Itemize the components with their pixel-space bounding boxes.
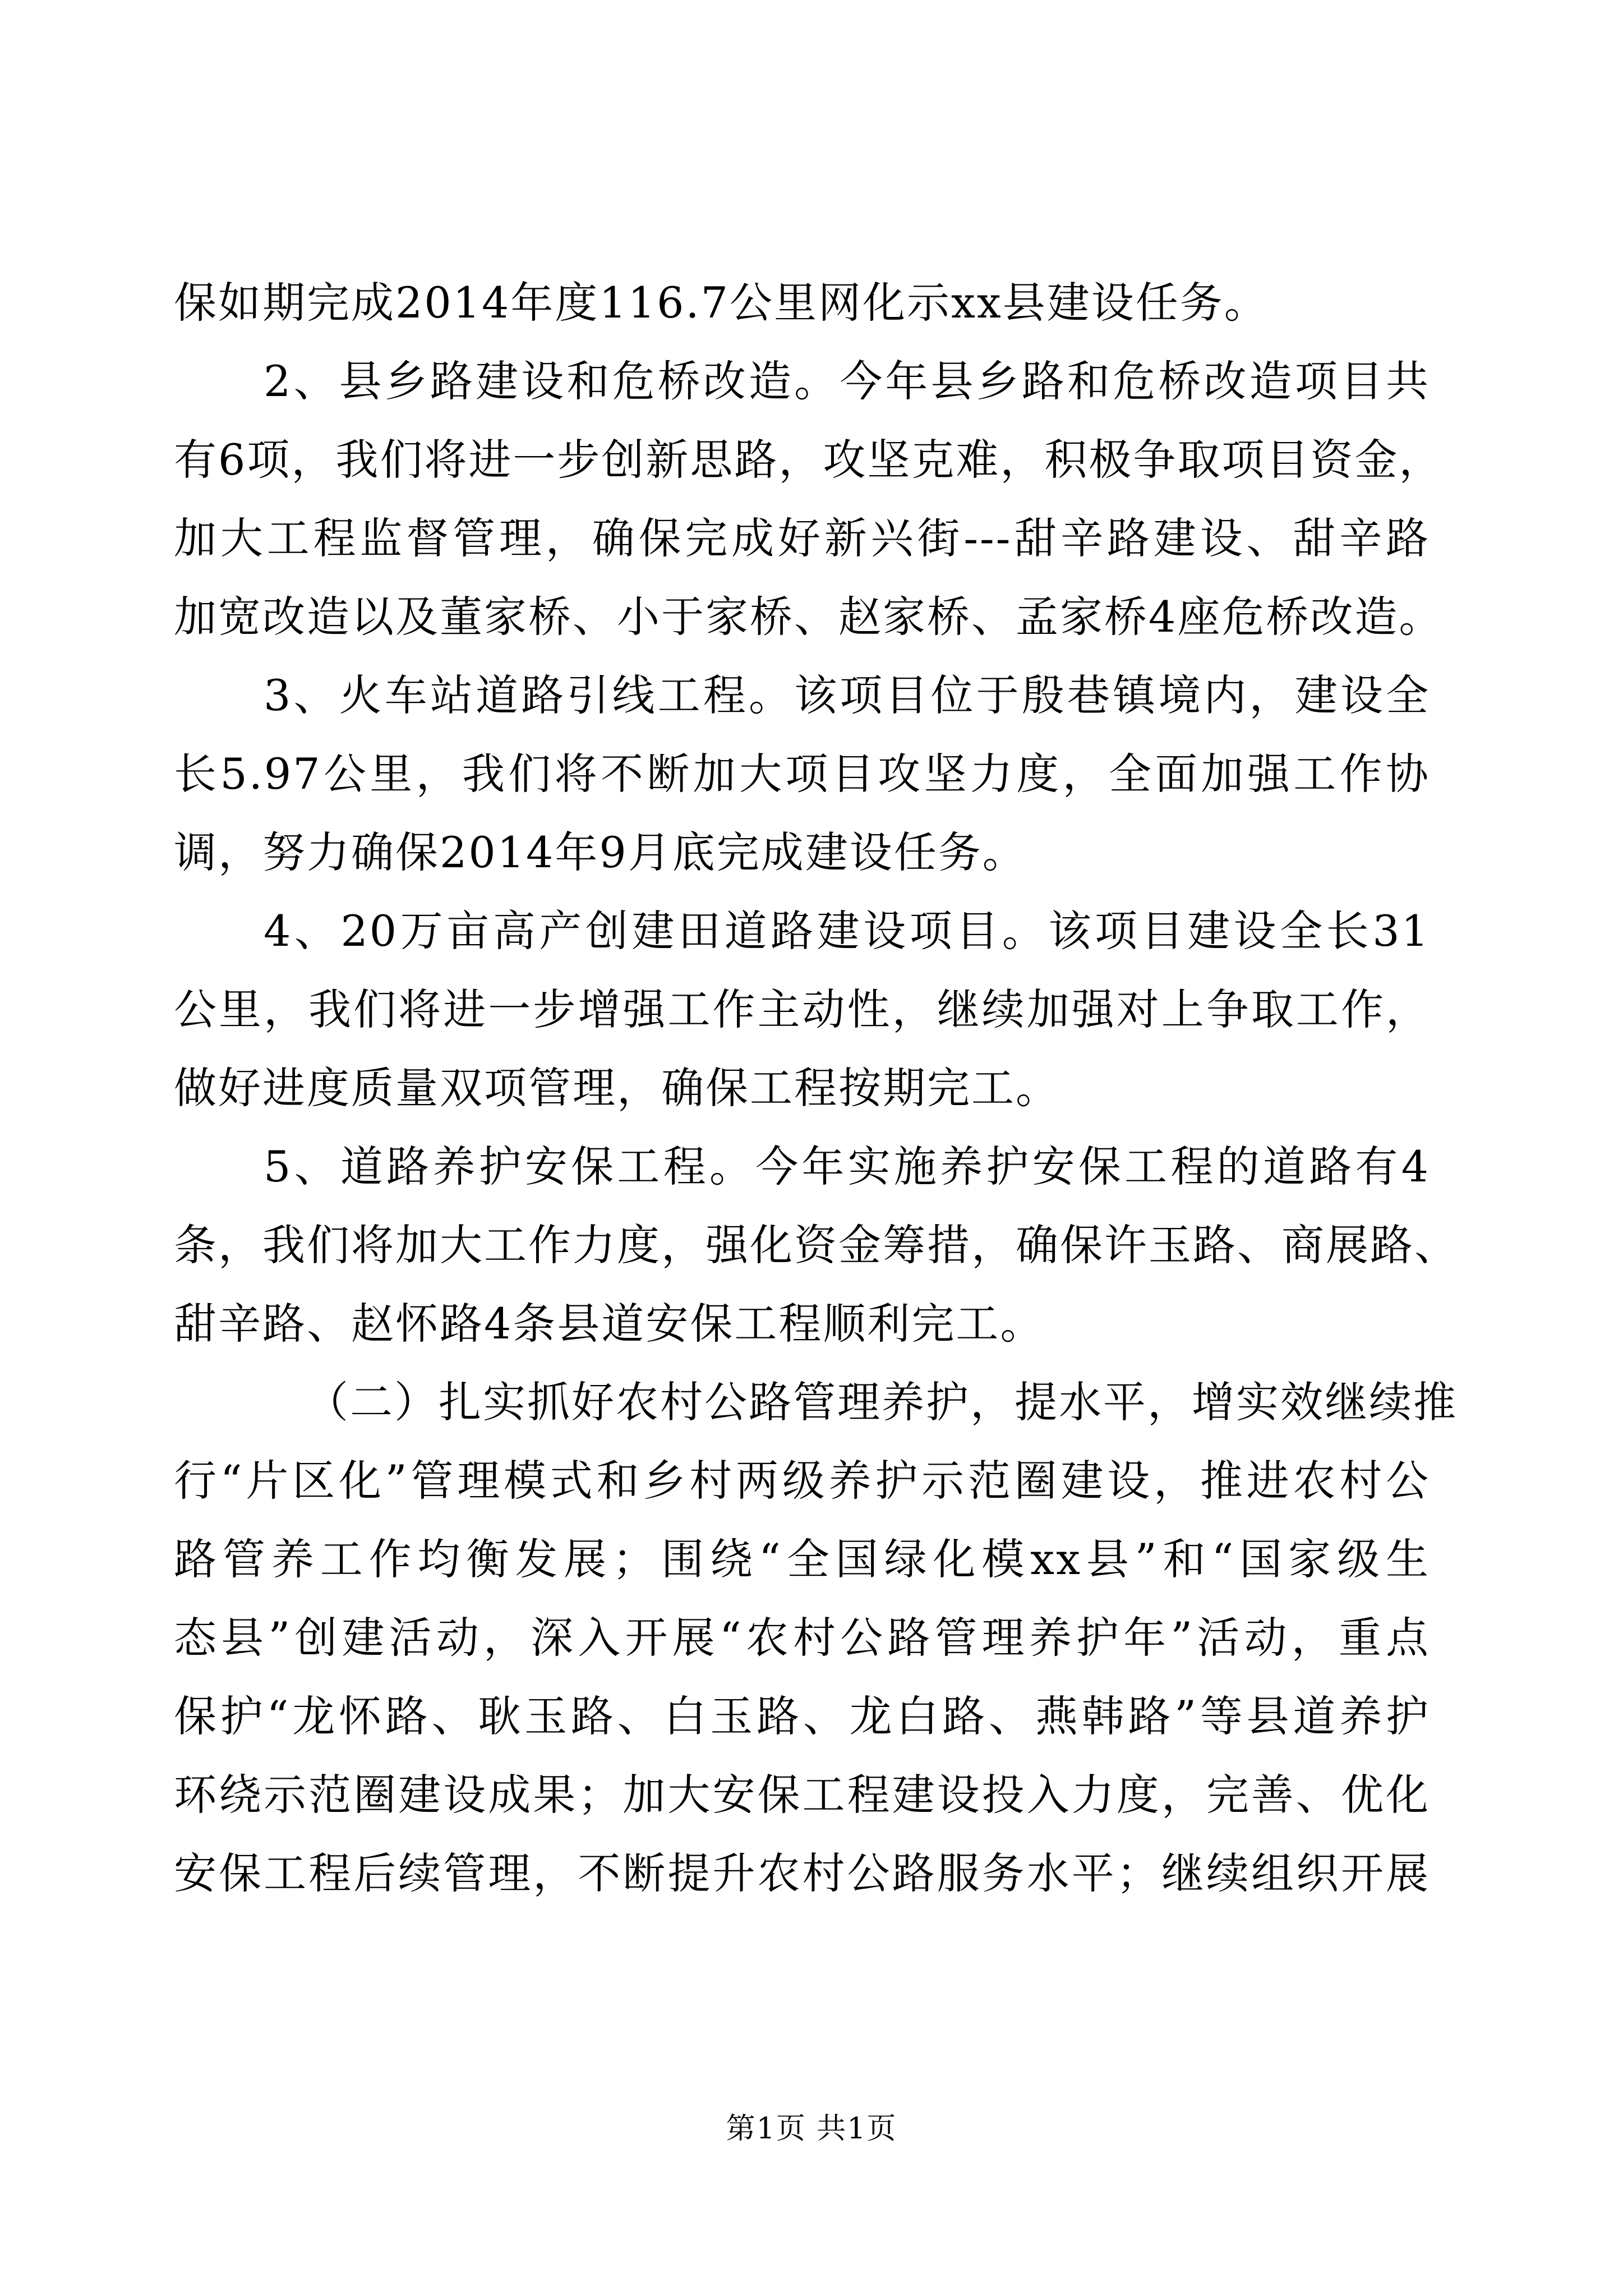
text-line: 态县”创建活动，深入开展“农村公路管理养护年”活动，重点 xyxy=(174,1613,1430,1663)
text-line: 行“片区化”管理模式和乡村两级养护示范圈建设，推进农村公 xyxy=(174,1456,1430,1506)
text-line: 4、20万亩高产创建田道路建设项目。该项目建设全长31 xyxy=(264,906,1430,956)
text-line: 甜辛路、赵怀路4条县道安保工程顺利完工。 xyxy=(174,1299,1045,1349)
text-line: 2、县乡路建设和危桥改造。今年县乡路和危桥改造项目共 xyxy=(264,356,1430,406)
text-line: 3、火车站道路引线工程。该项目位于殷巷镇境内，建设全 xyxy=(264,670,1430,720)
text-line: 保护“龙怀路、耿玉路、白玉路、龙白路、燕韩路”等县道养护 xyxy=(174,1691,1430,1741)
body-text xyxy=(174,264,1459,1913)
page-footer xyxy=(0,2109,1623,2148)
text-line: 5、道路养护安保工程。今年实施养护安保工程的道路有4 xyxy=(264,1142,1430,1191)
text-line: 保如期完成2014年度116.7公里网化示xx县建设任务。 xyxy=(174,278,1269,328)
text-line: 加宽改造以及董家桥、小于家桥、赵家桥、孟家桥4座危桥改造。 xyxy=(174,592,1444,642)
text-line: 公里，我们将进一步增强工作主动性，继续加强对上争取工作， xyxy=(174,984,1430,1034)
text-line: 有6项，我们将进一步创新思路，攻坚克难，积极争取项目资金， xyxy=(174,435,1444,485)
page-number-label: 第1页 共1页 xyxy=(726,2112,897,2146)
text-line: （二）扎实抓好农村公路管理养护，提水平，增实效继续推 xyxy=(306,1377,1458,1427)
text-line: 做好进度质量双项管理，确保工程按期完工。 xyxy=(174,1063,1060,1113)
text-line: 调，努力确保2014年9月底完成建设任务。 xyxy=(174,827,1027,877)
text-line: 长5.97公里，我们将不断加大项目攻坚力度，全面加强工作协 xyxy=(174,749,1430,799)
text-line: 条，我们将加大工作力度，强化资金筹措，确保许玉路、商展路、 xyxy=(174,1220,1459,1270)
text-line: 路管养工作均衡发展；围绕“全国绿化模xx县”和“国家级生 xyxy=(174,1534,1430,1584)
text-line: 环绕示范圈建设成果；加大安保工程建设投入力度，完善、优化 xyxy=(174,1770,1430,1820)
text-line: 安保工程后续管理，不断提升农村公路服务水平；继续组织开展 xyxy=(174,1848,1430,1898)
text-line: 加大工程监督管理，确保完成好新兴街---甜辛路建设、甜辛路 xyxy=(174,513,1430,563)
